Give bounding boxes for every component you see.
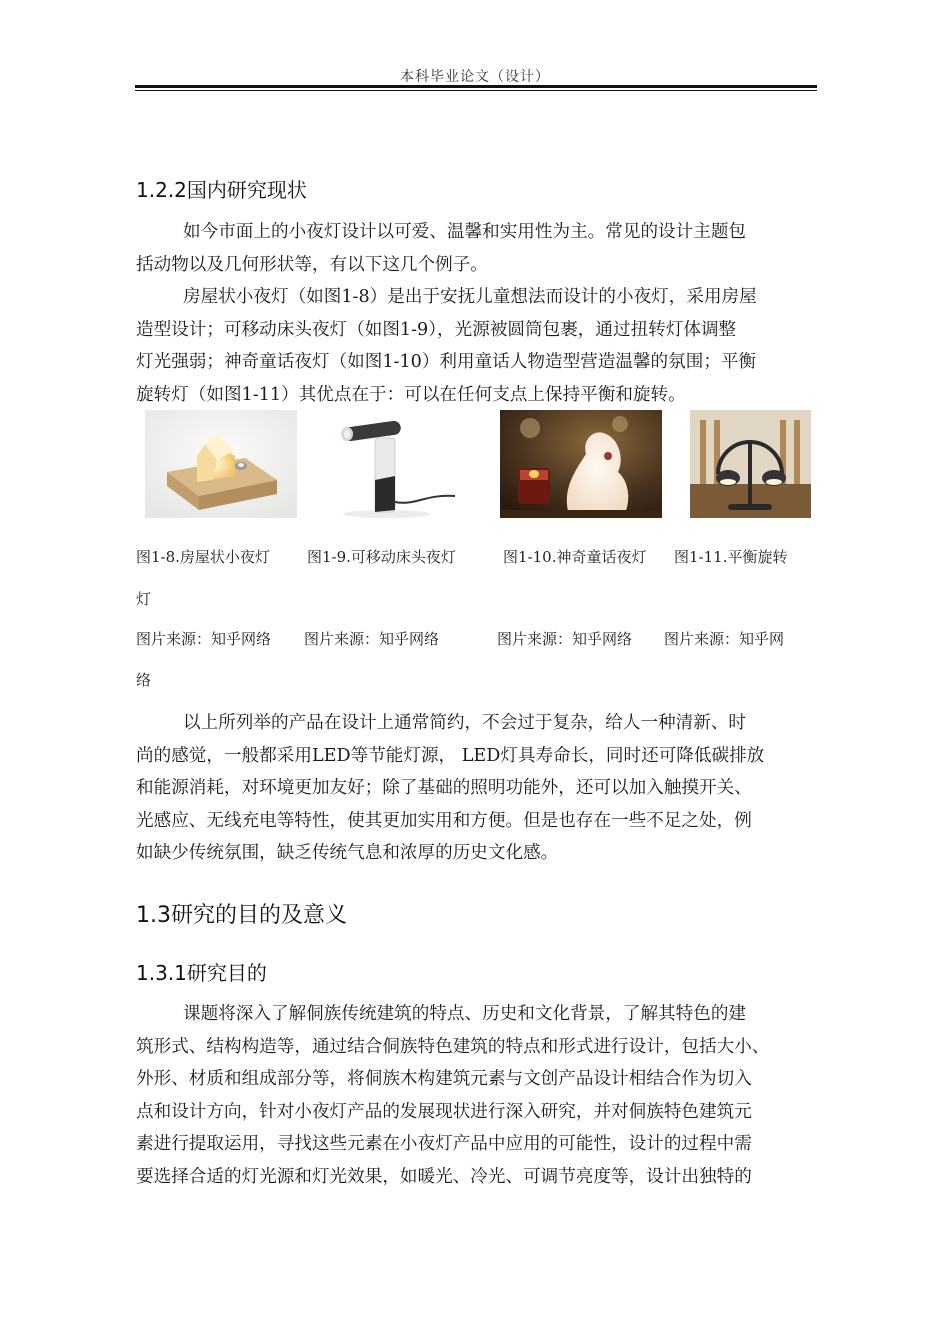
figure-source: 图片来源：知乎网络 <box>136 630 272 648</box>
paragraph-line: 以上所列举的产品在设计上通常简约，不会过于复杂，给人一种清新、时 <box>183 713 747 733</box>
heading-1-2-2: 1.2.2国内研究现状 <box>136 178 307 202</box>
paragraph-line: 尚的感觉，一般都采用LED等节能灯源， LED灯具寿命长，同时还可降低碳排放 <box>136 745 765 766</box>
heading-1-3: 1.3研究的目的及意义 <box>136 903 347 928</box>
paragraph-line: 外形、材质和组成部分等，将侗族木构建筑元素与文创产品设计相结合作为切入 <box>136 1069 752 1090</box>
figure-source: 图片来源：知乎网 <box>664 630 785 648</box>
header-title: 本科毕业论文（设计） <box>400 69 550 85</box>
paragraph-4 <box>136 998 808 1194</box>
header-rule <box>135 85 817 88</box>
header-rule-thin <box>135 90 817 91</box>
paragraph-2 <box>136 281 808 411</box>
figure-caption: 图1-10.神奇童话夜灯 <box>503 548 647 566</box>
figure-source: 图片来源：知乎网络 <box>497 630 633 648</box>
paragraph-line: 房屋状小夜灯（如图1-8）是出于安抚儿童想法而设计的小夜灯，采用房屋 <box>183 287 757 307</box>
paragraph-3 <box>136 707 808 870</box>
house-lamp-photo <box>145 410 297 518</box>
paragraph-line: 要选择合适的灯光源和灯光效果，如暖光、冷光、可调节亮度等，设计出独特的 <box>136 1166 752 1187</box>
figure-caption: 图1-8.房屋状小夜灯 <box>136 548 270 566</box>
bedside-lamp-photo <box>315 410 466 518</box>
paragraph-line: 造型设计；可移动床头夜灯（如图1-9），光源被圆筒包裹，通过扭转灯体调整 <box>136 319 737 340</box>
paragraph-line: 旋转灯（如图1-11）其优点在于：可以在任何支点上保持平衡和旋转。 <box>136 384 686 405</box>
paragraph-line: 课题将深入了解侗族传统建筑的特点、历史和文化背景，了解其特色的建 <box>183 1004 747 1024</box>
paragraph-line: 筑形式、结构构造等，通过结合侗族特色建筑的特点和形式进行设计，包括大小、 <box>136 1036 770 1057</box>
heading-1-3-1: 1.3.1研究目的 <box>136 961 267 985</box>
paragraph-line: 如今市面上的小夜灯设计以可爱、温馨和实用性为主。常见的设计主题包 <box>183 222 747 242</box>
paragraph-line: 光感应、无线充电等特性，使其更加实用和方便。但是也存在一些不足之处，例 <box>136 810 752 831</box>
paragraph-line: 灯光强弱；神奇童话夜灯（如图1-10）利用童话人物造型营造温馨的氛围；平衡 <box>136 352 757 373</box>
paragraph-1 <box>136 216 808 281</box>
figure-caption: 图1-9.可移动床头夜灯 <box>307 548 456 566</box>
figure-caption-wrap-text: 灯 <box>136 590 152 608</box>
figure-source-wrap-text: 络 <box>136 671 152 689</box>
figure-source: 图片来源：知乎网络 <box>304 630 440 648</box>
balance-lamp-photo <box>690 410 811 518</box>
paragraph-line: 和能源消耗，对环境更加友好；除了基础的照明功能外，还可以加入触摸开关、 <box>136 778 752 799</box>
fairytale-lamp-photo <box>500 410 662 518</box>
paragraph-line: 素进行提取运用，寻找这些元素在小夜灯产品中应用的可能性，设计的过程中需 <box>136 1134 752 1155</box>
paragraph-line: 括动物以及几何形状等，有以下这几个例子。 <box>136 254 488 275</box>
paragraph-line: 如缺少传统氛围，缺乏传统气息和浓厚的历史文化感。 <box>136 843 559 864</box>
paragraph-line: 点和设计方向，针对小夜灯产品的发展现状进行深入研究，并对侗族特色建筑元 <box>136 1101 752 1122</box>
figure-caption: 图1-11.平衡旋转 <box>674 548 788 566</box>
